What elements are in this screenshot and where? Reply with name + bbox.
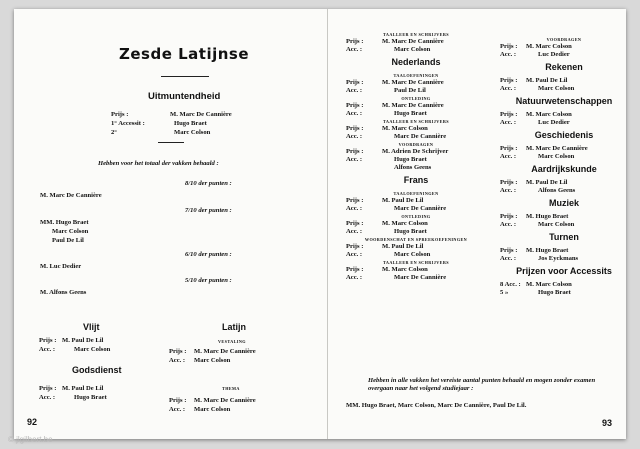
award-name: Marc Colson — [394, 251, 431, 258]
award-name: M. Adrien De Schrijver — [382, 148, 449, 155]
award-name: Marc De Cannière — [394, 133, 447, 140]
tier-label-8: 8/10 der punten : — [185, 180, 232, 187]
uitm-label-2: 1° Accessit : — [111, 120, 145, 127]
tier-label-5: 5/10 der punten : — [185, 277, 232, 284]
award-name: M. Paul De Lil — [526, 179, 568, 186]
award-name: M. Marc Colson — [382, 125, 428, 132]
uitm-name-3: Marc Colson — [174, 129, 211, 136]
subsection-heading: WOORDENSCHAT EN SPREEKOEFENINGEN — [364, 237, 468, 242]
tier-8-name-1: M. Marc De Cannière — [40, 192, 102, 199]
subject-heading: Frans — [403, 175, 429, 185]
award-label: Prijs : — [500, 213, 518, 220]
tier-label-6: 6/10 der punten : — [185, 251, 232, 258]
award-label: Acc. : — [500, 119, 517, 126]
gods-acc-name: Hugo Braet — [74, 394, 107, 401]
award-label: Prijs : — [346, 220, 364, 227]
award-name: Luc Dedier — [538, 51, 570, 58]
award-name: M. Marc Colson — [526, 111, 572, 118]
subsection-heading: ONTLEDING — [401, 96, 431, 101]
vest-acc-name: Marc Colson — [194, 357, 231, 364]
tier-6-name-1: M. Luc Dedier — [40, 263, 82, 270]
subsection-heading: TAALLEER EN SCHRIJVERS — [383, 260, 449, 265]
gods-prijs-label: Prijs : — [39, 385, 57, 392]
award-name: M. Marc Colson — [382, 266, 428, 273]
title-rule — [161, 76, 209, 77]
award-name: M. Marc Colson — [526, 43, 572, 50]
award-name: M. Marc De Cannière — [382, 102, 444, 109]
thema-prijs-name: M. Marc De Cannière — [194, 397, 256, 404]
award-name: Marc Colson — [394, 46, 431, 53]
award-label: Acc. : — [346, 110, 363, 117]
award-label: Acc. : — [500, 85, 517, 92]
award-name: Marc Colson — [538, 85, 575, 92]
vlijt-acc-label: Acc. : — [39, 346, 56, 353]
page-right — [328, 9, 626, 439]
book-spread — [14, 9, 626, 439]
award-label: Acc. : — [346, 251, 363, 258]
award-name: Hugo Braet — [394, 228, 427, 235]
thema-prijs-label: Prijs : — [169, 397, 187, 404]
footer-line-2: overgaan naar het volgend studiejaar : — [368, 385, 474, 392]
vest-acc-label: Acc. : — [169, 357, 186, 364]
award-name: Marc Colson — [538, 153, 575, 160]
heading-vlijt: Vlijt — [83, 322, 100, 332]
award-name: M. Marc De Cannière — [526, 145, 588, 152]
tier-7-name-3: Paul De Lil — [52, 237, 84, 244]
award-name: Paul De Lil — [394, 87, 426, 94]
thema-acc-name: Marc Colson — [194, 406, 231, 413]
award-label: Prijs : — [500, 179, 518, 186]
page-number-left: 92 — [27, 417, 38, 427]
award-name: M. Marc Colson — [526, 281, 572, 288]
tier-7-name-2: Marc Colson — [52, 228, 89, 235]
award-label: Prijs : — [500, 145, 518, 152]
award-name: Luc Dedier — [538, 119, 570, 126]
award-label: Acc. : — [500, 153, 517, 160]
award-name: M. Hugo Braet — [526, 247, 569, 254]
award-label: 8 Acc. : — [500, 281, 521, 288]
subsection-heading: TAALOEFENINGEN — [393, 73, 439, 78]
award-label: 5 » — [500, 289, 509, 296]
uitm-name-1: M. Marc De Cannière — [170, 111, 232, 118]
award-name: Marc De Cannière — [394, 274, 447, 281]
footer-line-1: Hebben in alle vakken het vereiste aantal punten behaald en mogen zonder examen — [368, 377, 596, 384]
award-label: Acc. : — [500, 187, 517, 194]
subject-heading: Prijzen voor Accessits — [516, 266, 612, 276]
uitm-label-3: 2° — [111, 129, 117, 136]
award-label: Prijs : — [500, 43, 518, 50]
award-label: Prijs : — [346, 102, 364, 109]
thema-acc-label: Acc. : — [169, 406, 186, 413]
award-name: M. Marc De Cannière — [382, 79, 444, 86]
award-name: Alfons Geens — [538, 187, 576, 194]
heading-uitmuntendheid: Uitmuntendheid — [148, 91, 221, 102]
award-name: M. Paul De Lil — [382, 197, 424, 204]
subject-heading: Natuurwetenschappen — [515, 96, 613, 106]
heading-latijn: Latijn — [222, 322, 246, 332]
award-label: Prijs : — [500, 111, 518, 118]
award-name: M. Marc De Cannière — [382, 38, 444, 45]
watermark: © jlgilbert.be — [8, 435, 53, 444]
vest-prijs-label: Prijs : — [169, 348, 187, 355]
award-label: Acc. : — [346, 133, 363, 140]
tier-label-7: 7/10 der punten : — [185, 207, 232, 214]
section-rule — [158, 142, 184, 143]
award-label: Acc. : — [346, 274, 363, 281]
sub-vestaling: VESTALING — [218, 339, 246, 344]
subject-heading: Aardrijkskunde — [531, 164, 597, 174]
award-label: Prijs : — [346, 38, 364, 45]
award-label: Acc. : — [500, 221, 517, 228]
vlijt-prijs-label: Prijs : — [39, 337, 57, 344]
award-label: Prijs : — [346, 197, 364, 204]
tier-5-name-1: M. Alfons Geens — [40, 289, 87, 296]
sub-thema: THEMA — [222, 386, 240, 391]
award-label: Prijs : — [346, 125, 364, 132]
award-label: Acc. : — [500, 51, 517, 58]
gods-acc-label: Acc. : — [39, 394, 56, 401]
subsection-heading: TAALOEFENINGEN — [393, 191, 439, 196]
award-name: Hugo Braet — [538, 289, 571, 296]
award-name: M. Paul De Lil — [526, 77, 568, 84]
award-label: Prijs : — [500, 247, 518, 254]
vest-prijs-name: M. Marc De Cannière — [194, 348, 256, 355]
award-label: Prijs : — [346, 243, 364, 250]
uitm-label-1: Prijs : — [111, 111, 129, 118]
subject-heading: Nederlands — [391, 57, 441, 67]
subsection-heading: VOORDRAGEN — [546, 37, 582, 42]
subsection-heading: TAALLEER EN SCHRIJVERS — [383, 119, 449, 124]
award-name: Marc De Cannière — [394, 205, 447, 212]
subject-heading: Turnen — [549, 232, 579, 242]
award-label: Acc. : — [346, 87, 363, 94]
gods-prijs-name: M. Paul De Lil — [62, 385, 104, 392]
uitm-name-2: Hugo Braet — [174, 120, 207, 127]
subject-heading: Muziek — [548, 198, 580, 208]
award-label: Prijs : — [346, 79, 364, 86]
subject-heading: Geschiedenis — [534, 130, 594, 140]
award-name: Hugo Braet — [394, 110, 427, 117]
tier-7-name-1: MM. Hugo Braet — [40, 219, 89, 226]
award-label: Acc. : — [500, 255, 517, 262]
page-left — [14, 9, 327, 439]
award-name: M. Paul De Lil — [382, 243, 424, 250]
award-name: Alfons Geens — [394, 164, 432, 171]
vlijt-acc-name: Marc Colson — [74, 346, 111, 353]
award-label: Prijs : — [346, 266, 364, 273]
award-label: Acc. : — [346, 228, 363, 235]
award-label: Prijs : — [346, 148, 364, 155]
footer-names: MM. Hugo Braet, Marc Colson, Marc De Cannière, Paul De Lil. — [346, 402, 527, 409]
award-label: Acc. : — [346, 46, 363, 53]
award-name: M. Hugo Braet — [526, 213, 569, 220]
subsection-heading: TAALLEER EN SCHRIJVERS — [383, 32, 449, 37]
intro-text: Hebben voor het totaal der vakken behaald : — [98, 160, 219, 167]
award-name: Jos Eyckmans — [538, 255, 579, 262]
award-label: Prijs : — [500, 77, 518, 84]
award-name: Hugo Braet — [394, 156, 427, 163]
subsection-heading: ONTLEDING — [401, 214, 431, 219]
award-name: Marc Colson — [538, 221, 575, 228]
page-number-right: 93 — [602, 418, 613, 428]
award-name: M. Marc Colson — [382, 220, 428, 227]
subject-heading: Rekenen — [545, 62, 583, 72]
award-label: Acc. : — [346, 156, 363, 163]
award-label: Acc. : — [346, 205, 363, 212]
heading-godsdienst: Godsdienst — [72, 365, 122, 375]
subsection-heading: VOORDRAGEN — [398, 142, 434, 147]
vlijt-prijs-name: M. Paul De Lil — [62, 337, 104, 344]
page-title: Zesde Latijnse — [119, 45, 250, 63]
